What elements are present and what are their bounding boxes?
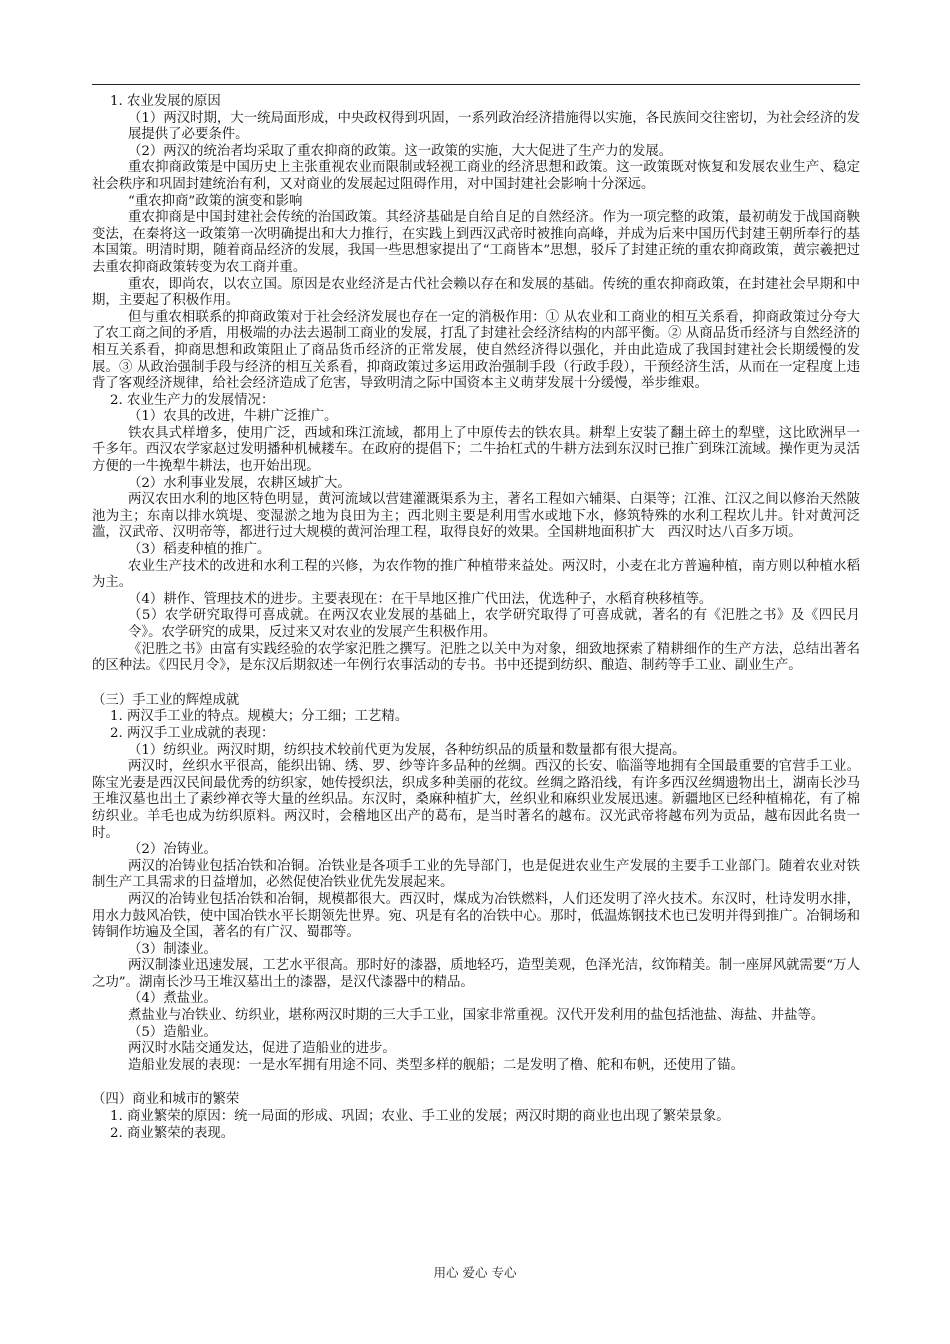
paragraph: （1）纺织业。两汉时期，纺织技术较前代更为发展，各种纺织品的质量和数量都有很大提高。 <box>128 742 686 758</box>
paragraph: “重农抑商”政策的演变和影响 <box>128 193 303 209</box>
paragraph: 重农抑商政策是中国历史上主张重视农业而限制或轻视工商业的经济思想和政策。这一政策既对恢复和发展农业生产、稳定社会秩序和巩固封建统治有利，又对商业的发展起过阻碍作用，对中国封建社会影响十分深远。 <box>92 160 860 192</box>
paragraph: 2. 两汉手工业成就的表现： <box>110 725 275 741</box>
paragraph: （3）稻麦种植的推广。 <box>128 542 271 558</box>
section-gap <box>92 1074 860 1092</box>
paragraph: 重农抑商是中国封建社会传统的治国政策。其经济基础是自给自足的自然经济。作为一项完整的政策，最初萌发于战国商鞅变法，在秦将这一政策第一次明确提出和大力推行，在实践上到西汉武帝时被推向高峰，并成为后来中国历代封建王朝所奉行的基本国策。明清时期，随着商品经济的发展，我国一些思想家提出了“工商皆本”思想，驳斥了封建正统的重农抑商政策，黄宗羲把过去重农抑商政策转变为农工商并重。 <box>92 210 860 275</box>
paragraph: （3）制漆业。 <box>128 941 217 957</box>
paragraph: 两汉农田水利的地区特色明显，黄河流域以营建灌溉渠系为主，著名工程如六辅渠、白渠等；江淮、江汉之间以修治天然陂池为主；东南以排水筑堤、变湿淤之地为良田为主；西北则主要是利用雪水或地下水，修筑特殊的水利工程坎儿井。针对黄河泛滥，汉武帝、汉明帝等，都进行过大规模的黄河治理工程，取得良好的效果。全国耕地面积扩大 西汉时达八百多万顷。 <box>92 492 860 541</box>
paragraph: 《汜胜之书》由富有实践经验的农学家汜胜之撰写。汜胜之以关中为对象，细致地探索了精耕细作的生产方法，总结出著名的区种法。《四民月令》，是东汉后期叙述一年例行农事活动的专书。书中还提到纺织、酿造、制药等手工业、副业生产。 <box>92 641 860 674</box>
paragraph: （5）造船业。 <box>128 1024 217 1040</box>
paragraph: （2）两汉的统治者均采取了重农抑商的政策。这一政策的实施，大大促进了生产力的发展。 <box>128 143 673 159</box>
paragraph: 农业生产技术的改进和水利工程的兴修，为农作物的推广种植带来益处。两汉时，小麦在北方普遍种植，南方则以种植水稻为主。 <box>92 558 860 591</box>
page-footer: 用心 爱心 专心 <box>433 1265 517 1280</box>
paragraph: 2. 商业繁荣的表现。 <box>110 1125 235 1141</box>
paragraph: 1. 商业繁荣的原因：统一局面的形成、巩固；农业、手工业的发展；两汉时期的商业也出现了繁荣景象。 <box>110 1109 730 1125</box>
paragraph: 两汉时，丝织水平很高，能织出锦、绣、罗、纱等许多品种的丝绸。西汉的长安、临淄等地拥有全国最重要的官营手工业。陈宝光妻是西汉民间最优秀的纺织家，她传授织法，织成多种美丽的花纹。丝绸之路沿线，有许多西汉丝绸遗物出土，湖南长沙马王堆汉墓也出土了素纱禅衣等大量的丝织品。东汉时，桑麻种植扩大，丝织业和麻织业发展迅速。新疆地区已经种植棉花，有了棉纺织业。羊毛也成为纺织原料。两汉时，会稽地区出产的葛布，是当时著名的越布。汉光武帝将越布列为贡品，越布因此名贵一时。 <box>92 759 860 841</box>
paragraph: 两汉的冶铸业包括冶铁和冶铜，规模都很大。西汉时，煤成为冶铁燃料，人们还发明了淬火技术。东汉时，杜诗发明水排，用水力鼓风冶铁，使中国冶铁水平长期领先世界。宛、巩是有名的冶铁中心。那时，低温炼钢技术也已发明并得到推广。冶铜场和铸铜作坊遍及全国，著名的有广汉、蜀郡等。 <box>92 891 860 941</box>
paragraph: （2）水利事业发展，农耕区域扩大。 <box>128 475 351 491</box>
section-gap <box>92 675 860 693</box>
header-rule <box>92 84 860 85</box>
paragraph: （4）煮盐业。 <box>128 991 217 1007</box>
paragraph: 两汉制漆业迅速发展，工艺水平很高。那时好的漆器，质地轻巧，造型美观，色泽光洁，纹饰精美。制一座屏风就需要“万人之功”。湖南长沙马王堆汉墓出土的漆器，是汉代漆器中的精品。 <box>92 958 860 990</box>
paragraph: 1. 两汉手工业的特点。规模大；分工细；工艺精。 <box>110 709 409 725</box>
paragraph: （5）农学研究取得可喜成就。在两汉农业发展的基础上，农学研究取得了可喜成就，著名的有《汜胜之书》及《四民月令》。农学研究的成果，反过来又对农业的发展产生积极作用。 <box>128 608 860 640</box>
paragraph: （2）冶铸业。 <box>128 842 217 858</box>
paragraph: 造船业发展的表现：一是水军拥有用途不同、类型多样的舰船；二是发明了橹、舵和布帆，还使用了锚。 <box>128 1057 744 1073</box>
paragraph: （三）手工业的辉煌成就 <box>92 692 240 708</box>
paragraph: （四）商业和城市的繁荣 <box>92 1092 240 1108</box>
paragraph: 煮盐业与冶铁业、纺织业，堪称两汉时期的三大手工业，国家非常重视。汉代开发利用的盐包括池盐、海盐、井盐等。 <box>128 1008 825 1024</box>
paragraph: 2. 农业生产力的发展情况： <box>110 392 275 408</box>
paragraph: （1）两汉时期，大一统局面形成，中央政权得到巩固，一系列政治经济措施得以实施，各民族间交往密切，为社会经济的发展提供了必要条件。 <box>128 110 860 143</box>
paragraph: （4）耕作、管理技术的进步。主要表现在：在干旱地区推广代田法，优选种子，水稻育秧移植等。 <box>128 591 713 607</box>
paragraph: 1. 农业发展的原因 <box>110 94 221 109</box>
paragraph: （1）农具的改进，牛耕广泛推广。 <box>128 409 338 425</box>
paragraph: 两汉时水陆交通发达，促进了造船业的进步。 <box>128 1041 396 1057</box>
paragraph: 铁农具式样增多，使用广泛，西域和珠江流域，都用上了中原传去的铁农具。耕犁上安装了翻土碎土的犁壁，这比欧洲早一千多年。西汉农学家赵过发明播种机械耧车。在政府的提倡下；二牛抬杠式的牛耕方法到东汉时已推广到珠江流域。操作更为灵活方便的一牛挽犁牛耕法，也开始出现。 <box>92 425 860 475</box>
paragraph: 但与重农相联系的抑商政策对于社会经济发展也存在一定的消极作用：① 从农业和工商业的相互关系看，抑商政策过分夸大了农工商之间的矛盾，用极端的办法去遏制工商业的发展，打乱了封建社会经济结构的内部平衡。② 从商品货币经济与自然经济的相互关系看，抑商思想和政策阻止了商品货币经济的正常发展，使自然经济得以强化，并由此造成了我国封建社会长期缓慢的发展。③ 从政治强制手段与经济的相互关系看，抑商政策过多运用政治强制手段（行政手段），干预经济生活，从而在一定程度上违背了客观经济规律，给社会经济造成了危害，导致明清之际中国资本主义萌芽发展十分缓慢，举步维艰。 <box>92 309 860 392</box>
paragraph: 两汉的冶铸业包括冶铁和冶铜。冶铁业是各项手工业的先导部门，也是促进农业生产发展的主要手工业部门。随着农业对铁制生产工具需求的日益增加，必然促使冶铁业优先发展起来。 <box>92 858 860 891</box>
document-body <box>92 94 860 1142</box>
paragraph: 重农，即尚农，以农立国。原因是农业经济是古代社会赖以存在和发展的基础。传统的重农抑商政策，在封建社会早期和中期，主要起了积极作用。 <box>92 276 860 309</box>
